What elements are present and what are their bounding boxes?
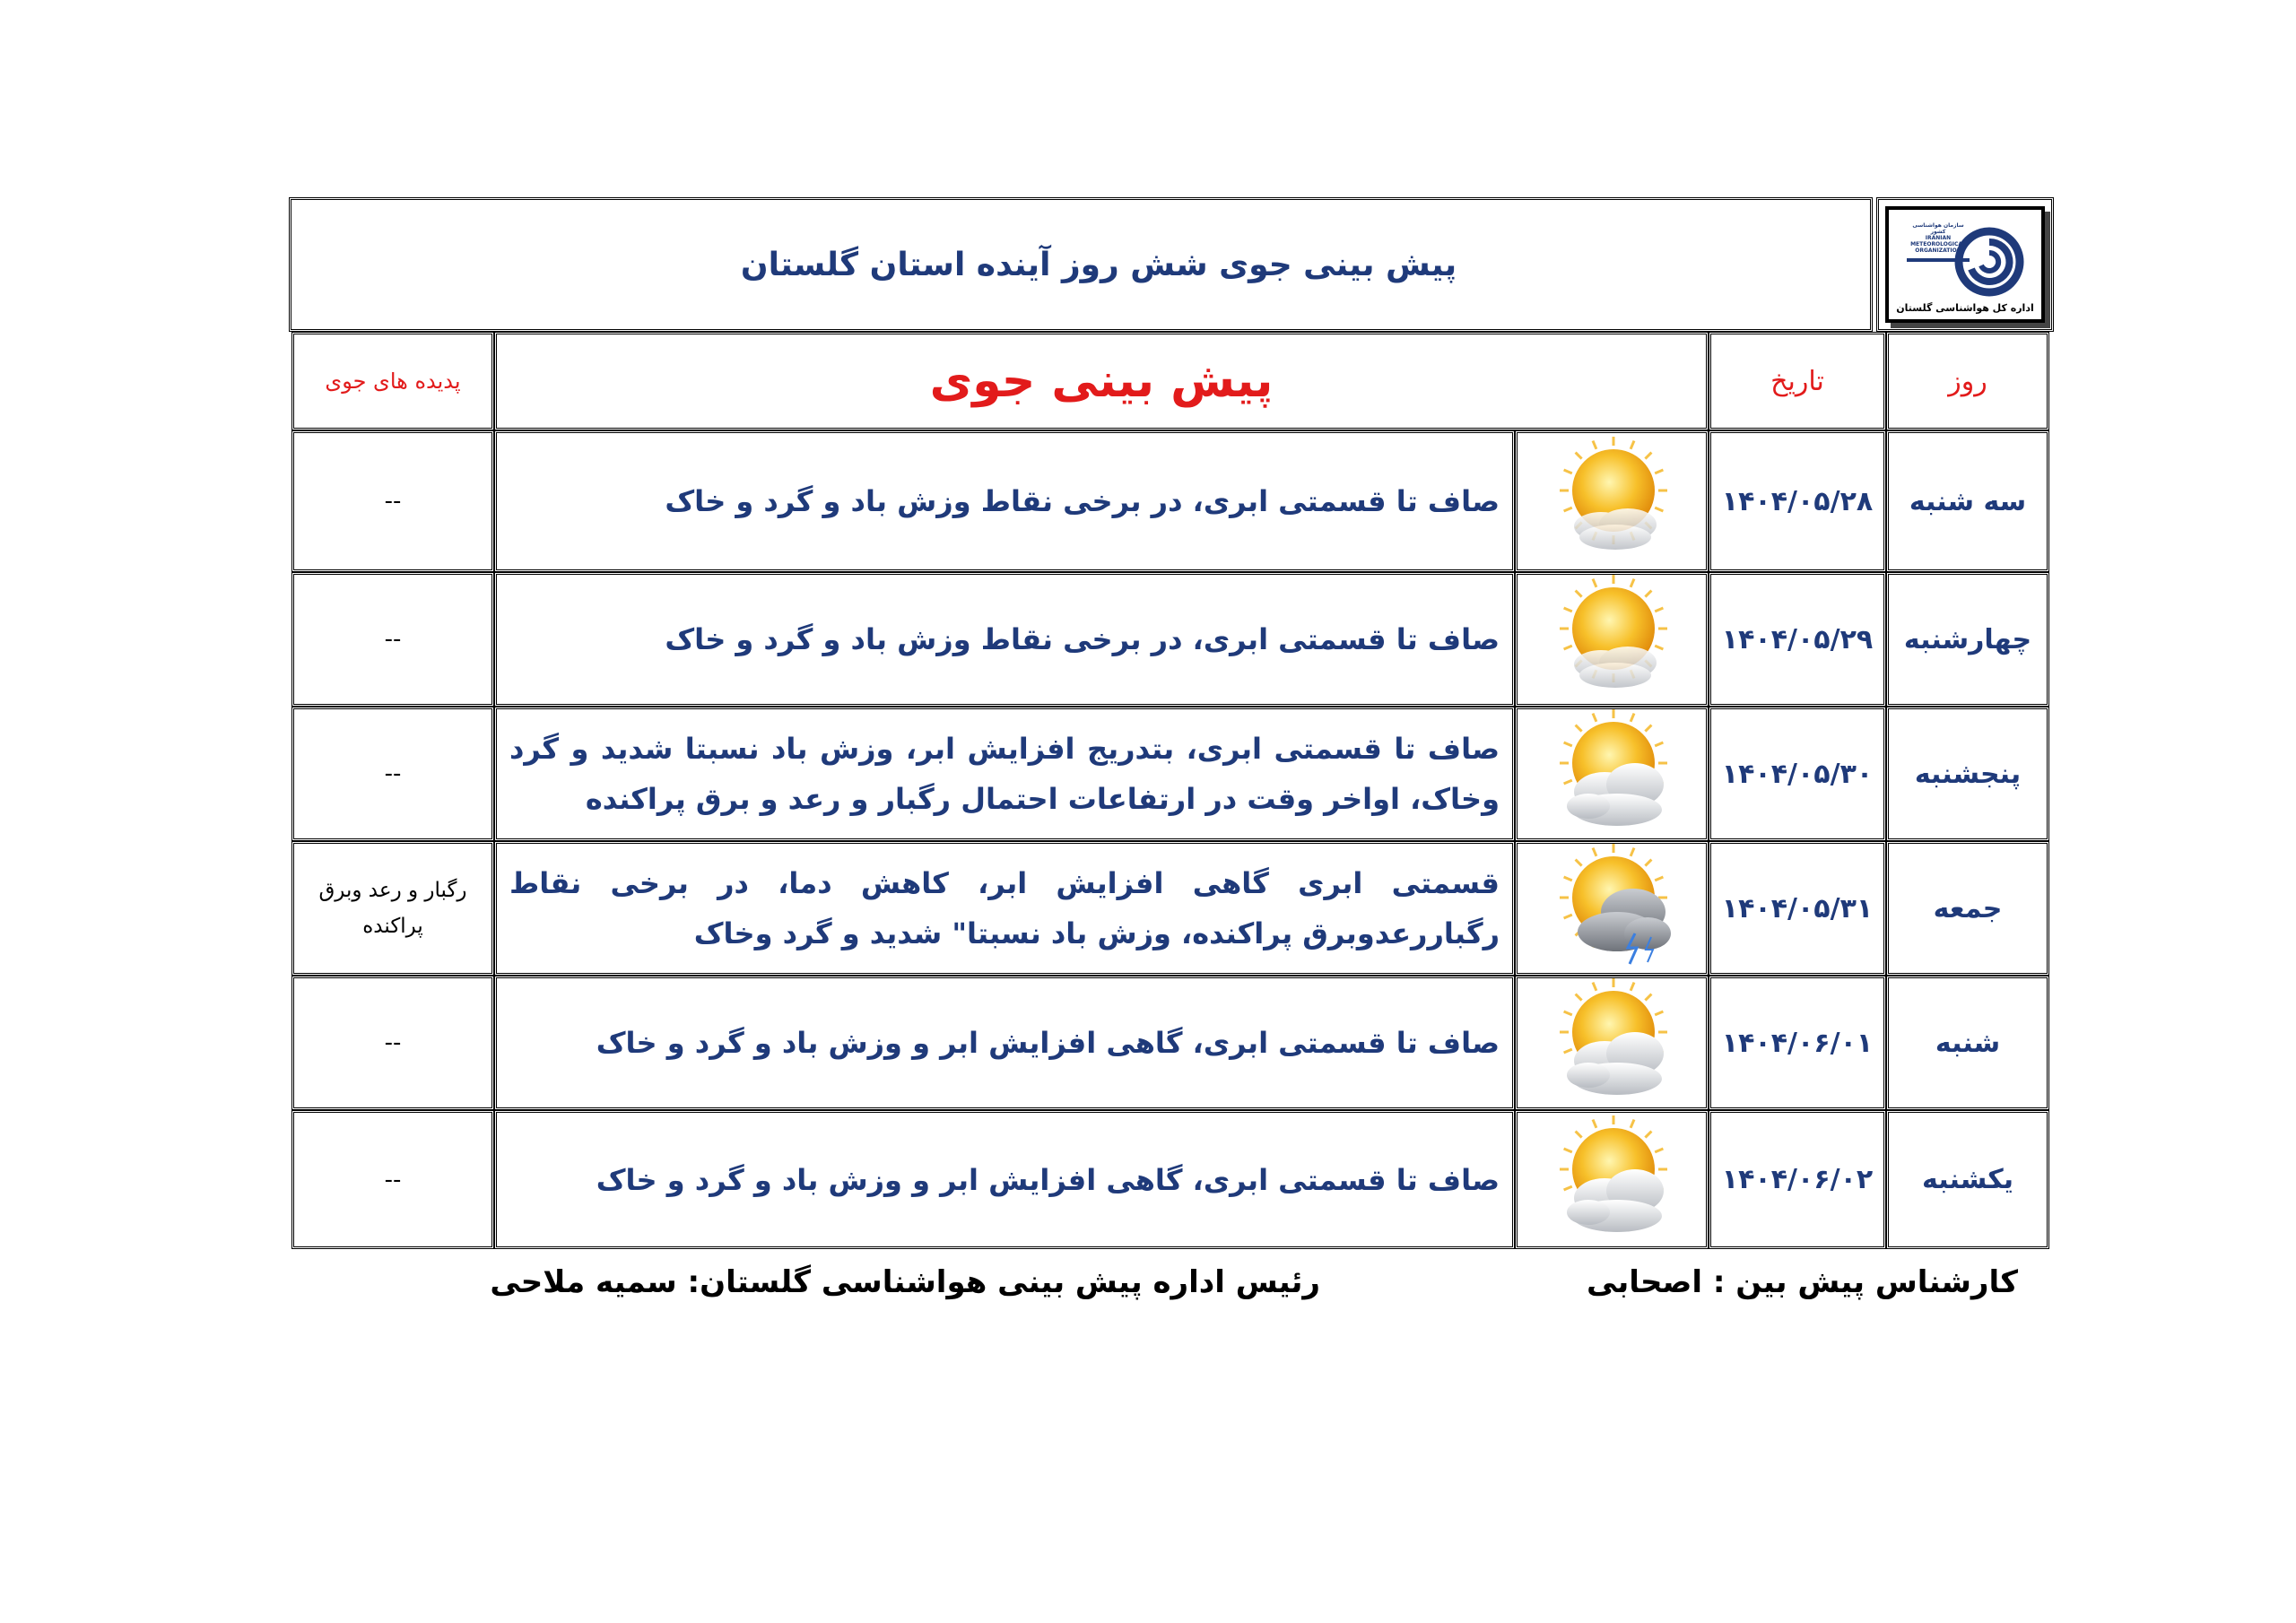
phenomena-cell: -- xyxy=(291,572,494,707)
date-cell: ۱۴۰۴/۰۵/۲۹ xyxy=(1709,572,1886,707)
forecast-cell: صاف تا قسمتی ابری، در برخی نقاط وزش باد و گرد و خاک xyxy=(494,572,1515,707)
day-cell: شنبه xyxy=(1886,976,2049,1110)
forecast-cell: صاف تا قسمتی ابری، بتدریج افزایش ابر، وزش باد نسبتا شدید و گرد وخاک، اواخر وقت در ارتفاعات احتمال رگبار و رعد و برق پراکنده xyxy=(494,707,1515,841)
icon-cell xyxy=(1515,841,1709,976)
header-day: روز xyxy=(1886,332,2049,430)
logo-org-text: سازمان هواشناسی کشور IRANIAN METEOROLOGICAL ORGANIZATION xyxy=(1910,222,1966,254)
table-row xyxy=(291,1110,2049,1249)
date-cell: ۱۴۰۴/۰۶/۰۱ xyxy=(1709,976,1886,1110)
phenomena-cell: -- xyxy=(291,1110,494,1249)
forecast-cell: قسمتی ابری گاهی افزایش ابر، کاهش دما، در برخی نقاط رگباررعدوبرق پراکنده، وزش باد نسبتا" شدید و گرد وخاک xyxy=(494,841,1515,976)
title-box xyxy=(289,197,1873,332)
table-row xyxy=(291,707,2049,841)
header-phenomena: پدیده های جوی xyxy=(291,332,494,430)
table-header-row xyxy=(291,332,2049,430)
cloudy-sun-icon xyxy=(1549,821,1674,838)
page-title: پیش بینی جوی شش روز آینده استان گلستان xyxy=(740,246,1457,283)
day-cell: جمعه xyxy=(1886,841,2049,976)
phenomena-cell: -- xyxy=(291,707,494,841)
icon-cell xyxy=(1515,430,1709,572)
day-cell: یکشنبه xyxy=(1886,1110,2049,1249)
logo-caption: اداره کل هواشناسی گلستان xyxy=(1896,302,2034,314)
forecast-cell: صاف تا قسمتی ابری، در برخی نقاط وزش باد و گرد و خاک xyxy=(494,430,1515,572)
icon-cell xyxy=(1515,707,1709,841)
date-cell: ۱۴۰۴/۰۵/۲۸ xyxy=(1709,430,1886,572)
logo-box xyxy=(1876,197,2054,332)
meteorology-logo xyxy=(1885,206,2045,323)
forecast-cell: صاف تا قسمتی ابری، گاهی افزایش ابر و وزش باد و گرد و خاک xyxy=(494,976,1515,1110)
date-cell: ۱۴۰۴/۰۵/۳۰ xyxy=(1709,707,1886,841)
phenomena-cell: -- xyxy=(291,430,494,572)
date-cell: ۱۴۰۴/۰۶/۰۲ xyxy=(1709,1110,1886,1249)
icon-cell xyxy=(1515,572,1709,707)
thunderstorm-sun-icon xyxy=(1549,956,1674,973)
cloudy-sun-icon xyxy=(1549,1228,1674,1245)
forecast-cell: صاف تا قسمتی ابری، گاهی افزایش ابر و وزش باد و گرد و خاک xyxy=(494,1110,1515,1249)
icon-cell xyxy=(1515,1110,1709,1249)
forecaster-label: کارشناس پیش بین : اصحابی xyxy=(1587,1264,2018,1300)
icon-cell xyxy=(1515,976,1709,1110)
header-forecast: پیش بینی جوی xyxy=(494,332,1709,430)
table-row xyxy=(291,841,2049,976)
table-row xyxy=(291,430,2049,572)
head-label: رئیس اداره پیش بینی هواشناسی گلستان: سمیه ملاحی xyxy=(490,1264,1320,1300)
table-row xyxy=(291,976,2049,1110)
forecast-table xyxy=(291,332,2049,1249)
table-row xyxy=(291,572,2049,707)
phenomena-cell: -- xyxy=(291,976,494,1110)
day-cell: سه شنبه xyxy=(1886,430,2049,572)
day-cell: پنجشنبه xyxy=(1886,707,2049,841)
day-cell: چهارشنبه xyxy=(1886,572,2049,707)
cloudy-sun-icon xyxy=(1549,1090,1674,1107)
partly-cloudy-sun-icon xyxy=(1549,549,1674,566)
phenomena-cell: رگبار و رعد وبرق پراکنده xyxy=(291,841,494,976)
partly-cloudy-sun-icon xyxy=(1549,687,1674,704)
date-cell: ۱۴۰۴/۰۵/۳۱ xyxy=(1709,841,1886,976)
header-date: تاریخ xyxy=(1709,332,1886,430)
